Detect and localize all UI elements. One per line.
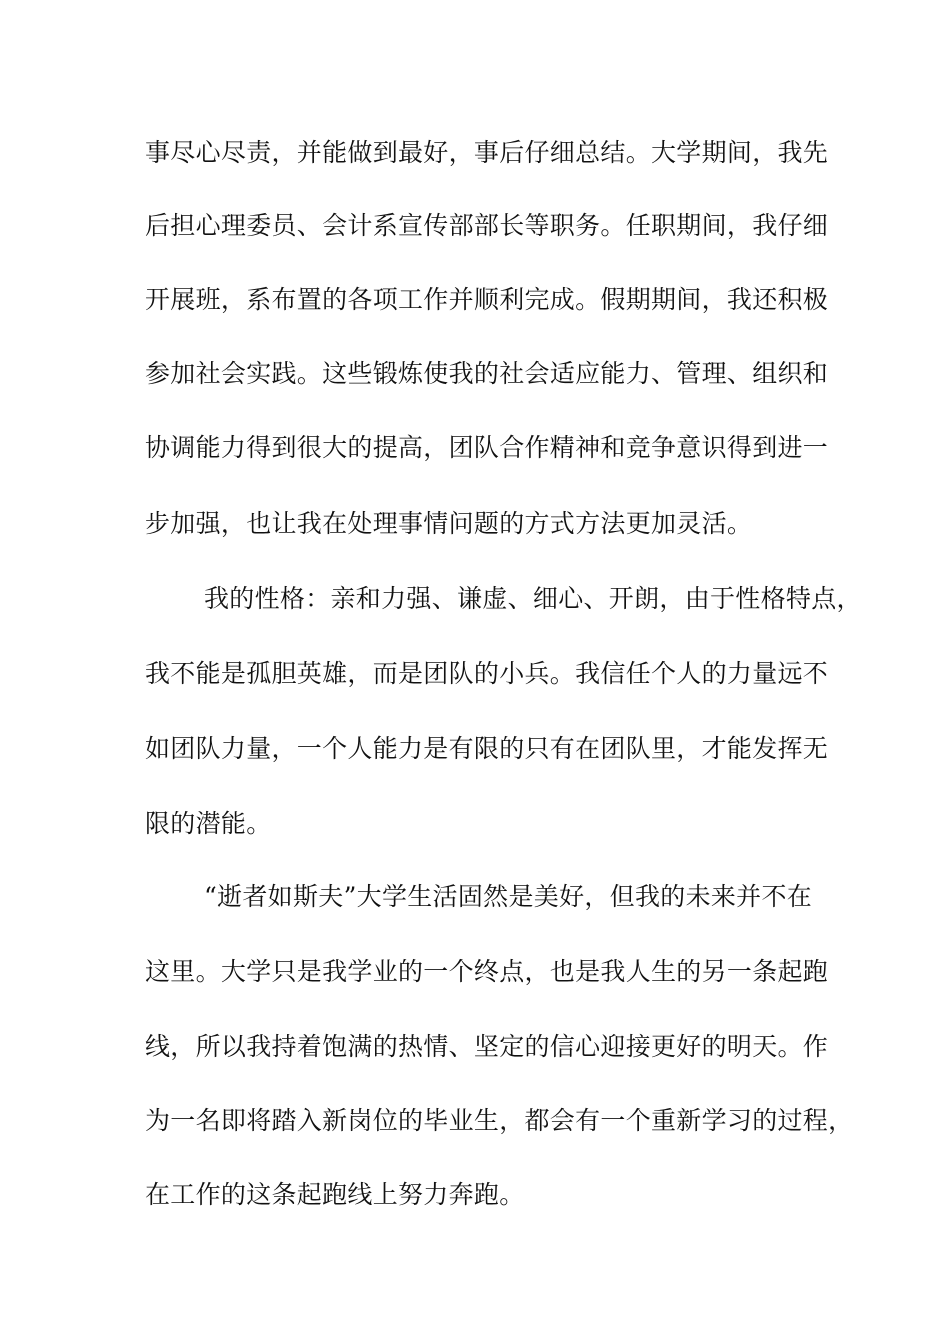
text-line: 参加社会实践。这些锻炼使我的社会适应能力、管理、组织和 [145, 359, 829, 388]
text-line: 协调能力得到很大的提高，团队合作精神和竞争意识得到进一 [145, 433, 829, 462]
text-line: 限的潜能。 [145, 809, 272, 838]
paragraph-start-line: “逝者如斯夫”大学生活固然是美好，但我的未来并不在 [204, 882, 813, 911]
text-line: 如团队力量，一个人能力是有限的只有在团队里，才能发挥无 [145, 734, 829, 763]
text-line: 在工作的这条起跑线上努力奔跑。 [145, 1180, 525, 1209]
text-line: 事尽心尽责，并能做到最好，事后仔细总结。大学期间，我先 [145, 138, 829, 167]
paragraph-start-line: 我的性格：亲和力强、谦虚、细心、开朗，由于性格特点， [204, 584, 862, 613]
text-line: 我不能是孤胆英雄，而是团队的小兵。我信任个人的力量远不 [145, 659, 829, 688]
text-line: 线，所以我持着饱满的热情、坚定的信心迎接更好的明天。作 [145, 1032, 829, 1061]
text-line: 为一名即将踏入新岗位的毕业生，都会有一个重新学习的过程， [145, 1106, 854, 1135]
text-line: 后担心理委员、会计系宣传部部长等职务。任职期间，我仔细 [145, 211, 829, 240]
text-line: 步加强，也让我在处理事情问题的方式方法更加灵活。 [145, 509, 753, 538]
text-line: 开展班，系布置的各项工作并顺利完成。假期期间，我还积极 [145, 285, 829, 314]
text-line: 这里。大学只是我学业的一个终点，也是我人生的另一条起跑 [145, 957, 829, 986]
